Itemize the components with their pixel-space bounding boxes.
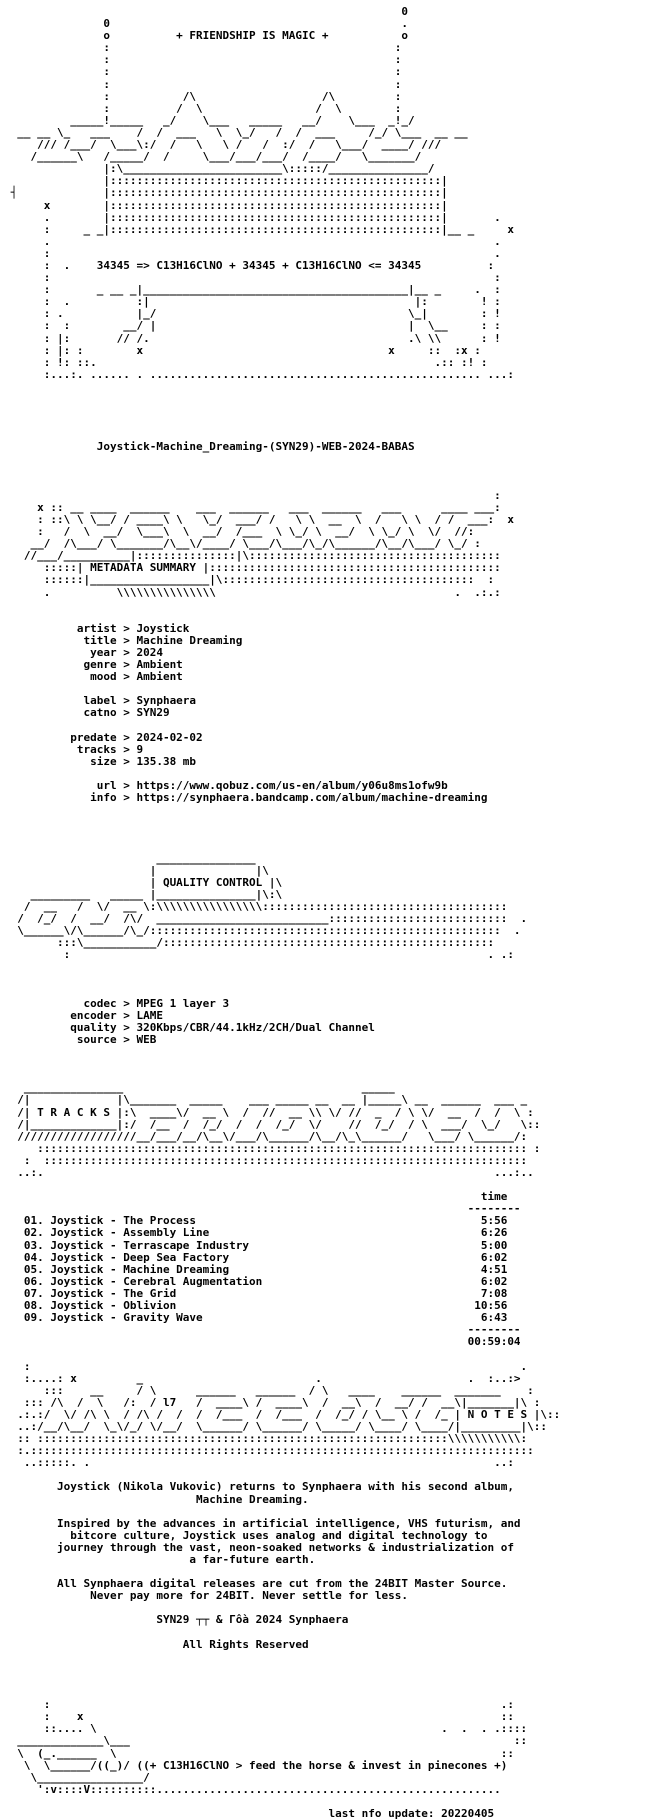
nfo-line: .:.:/ \/ /\ \ / /\ / / / /___ / /___ / /_/ / \__ \ / /_ | N O T E S |\::	[4, 1407, 561, 1421]
nfo-line: : |: // /. .\ \\ : !	[4, 331, 501, 345]
nfo-line: : :::::::::::::::::::::::::::::::::::::::::::::::::::::::::::::::::::::::::	[4, 1153, 528, 1167]
nfo-line: . |::::::::::::::::::::::::::::::::::::::::::::::::::| .	[4, 210, 501, 224]
nfo-line: :::::::::::::::::::::::::::::::::::::::::::::::::::::::::::::::::::::::::: :	[4, 1141, 541, 1155]
nfo-line: |::::::::::::::::::::::::::::::::::::::::::::::::::|	[4, 174, 448, 188]
nfo-line: /______\ /_____/ / \___/___/___/ /____/ \_______/	[4, 150, 422, 164]
nfo-line: o + FRIENDSHIP IS MAGIC + o	[4, 29, 408, 43]
nfo-line: Machine Dreaming.	[4, 1492, 309, 1506]
nfo-line: :	[4, 488, 501, 502]
nfo-line: : . 34345 => C13H16ClNO + 34345 + C13H16ClNO <= 34345 :	[4, 258, 495, 272]
nfo-line: :...:. ...... . .................................................. ...:	[4, 367, 514, 381]
nfo-line: : :	[4, 65, 402, 79]
nfo-line: : _ _|::::::::::::::::::::::::::::::::::::::::::::::::::|__ _ x	[4, 222, 514, 236]
nfo-line: ..:/__/\__/ \_\/_/ \/__/ \______/ \______/ \_____/ \____/ \____/|_________|\::	[4, 1419, 548, 1433]
nfo-line: / /_/ / __/ /\/ __________________________::::::::::::::::::::::::::: .	[4, 912, 528, 926]
nfo-line: _________ _____ |_______________|\:\	[4, 887, 283, 901]
nfo-line: All Synphaera digital releases are cut from the 24BIT Master Source.	[4, 1577, 508, 1591]
nfo-line: 03. Joystick - Terrascape Industry 5:00	[4, 1238, 508, 1252]
nfo-line: --------	[4, 1323, 521, 1337]
nfo-line: : x ::	[4, 1710, 514, 1724]
nfo-line: : / \ __/ \___\ \ __/ /___ \ \_/ \ __/ \ \_/ \ \/ //:	[4, 525, 475, 539]
nfo-line: /| T R A C K S |:\ ____\/ __ \ / // __ \\ \/ // _ / \ \/ __ / / \ :	[4, 1105, 534, 1119]
nfo-line: 08. Joystick - Oblivion 10:56	[4, 1299, 508, 1313]
nfo-line: 02. Joystick - Assembly Line 6:26	[4, 1226, 508, 1240]
nfo-line: 09. Joystick - Gravity Wave 6:43	[4, 1311, 508, 1325]
nfo-line: : |: : x x :: :x :	[4, 343, 481, 357]
nfo-line: Joystick (Nikola Vukovic) returns to Synphaera with his second album,	[4, 1480, 514, 1494]
nfo-line: _______________	[4, 851, 256, 865]
nfo-line: : :	[4, 53, 402, 67]
nfo-line: | QUALITY CONTROL |\	[4, 875, 283, 889]
nfo-line: |:\________________________\:::::/_______________/	[4, 162, 435, 176]
nfo-line: :::::| METADATA SUMMARY |::::::::::::::::::::::::::::::::::::::::::::	[4, 561, 501, 575]
nfo-line: _____!_____ _/ \___ _____ __/ \___ _!_/	[4, 113, 415, 127]
nfo-line: :::\___________/::::::::::::::::::::::::::::::::::::::::::::::::::	[4, 936, 495, 950]
nfo-line: codec > MPEG 1 layer 3	[4, 996, 230, 1010]
nfo-line: __/ /\___/ \_______/\__\/____/ \___/\___/\_/\______/\__/\___/ \_/ :	[4, 537, 481, 551]
nfo-line: : :	[4, 271, 501, 285]
nfo-line: : / \ / \ :	[4, 101, 402, 115]
nfo-line: \________________/	[4, 1770, 521, 1784]
nfo-line: / __ / \/ __ \:\\\\\\\\\\\\\\\\:::::::::::::::::::::::::::::::::::::	[4, 899, 508, 913]
nfo-line: mood > Ambient	[4, 670, 183, 684]
nfo-line: ::: __ / \ ______ ______ / \ ____ ______ _______ :	[4, 1383, 534, 1397]
nfo-line: : ::\ \ \__/ / ____\ \ \_/ ___/ / \ \ __ \ / \ \ / / ___: x	[4, 512, 514, 526]
nfo-line: : . :| |: ! :	[4, 295, 501, 309]
nfo-line: last nfo update: 20220405	[4, 1806, 495, 1820]
nfo-line: _______________ _____	[4, 1081, 395, 1095]
nfo-text	[4, 6, 560, 1820]
nfo-line: //////////////////__/___/__/\__\/___/\______/\__/\_\______/ \___/ \______/:	[4, 1129, 528, 1143]
nfo-line: Joystick-Machine_Dreaming-(SYN29)-WEB-2024-BABAS	[4, 440, 415, 454]
nfo-line: : : __/ | | \__ : :	[4, 319, 501, 333]
nfo-line: journey through the vast, neon-soaked networks & industrialization of	[4, 1540, 514, 1554]
nfo-line: : :	[4, 77, 402, 91]
nfo-line: 00:59:04	[4, 1335, 521, 1349]
nfo-line: 05. Joystick - Machine Dreaming 4:51	[4, 1262, 508, 1276]
nfo-line: \______\/\______/\_/::::::::::::::::::::::::::::::::::::::::::::::::::::: .	[4, 924, 521, 938]
nfo-line: : _ __ _|________________________________________|__ _ . :	[4, 283, 501, 297]
nfo-line: title > Machine Dreaming	[4, 633, 243, 647]
nfo-line: : .	[4, 1359, 528, 1373]
nfo-line: 07. Joystick - The Grid 7:08	[4, 1286, 508, 1300]
nfo-line: size > 135.38 mb	[4, 754, 197, 768]
nfo-line: ::: /\ / \ /: / l7 / ____\ / ____\ / __\ / __/ / __\|_______|\ :	[4, 1395, 541, 1409]
nfo-line: x |::::::::::::::::::::::::::::::::::::::::::::::::::|	[4, 198, 448, 212]
nfo-line: tracks > 9	[4, 742, 144, 756]
nfo-line: : .:	[4, 1698, 514, 1712]
nfo-line: catno > SYN29	[4, 706, 170, 720]
nfo-line: x :: __ ____ ______ ___ ______ ___ ______ ___ ____ ___:	[4, 500, 501, 514]
nfo-line: :.::::::::::::::::::::::::::::::::::::::::::::::::::::::::::::::::::::::::::::	[4, 1444, 534, 1458]
nfo-line: ::.... \ . . . .::::	[4, 1722, 528, 1736]
nfo-line: encoder > LAME	[4, 1008, 163, 1022]
nfo-line: :: ::::::::::::::::::::::::::::::::::::::::::::::::::::::::::::::\\\\\\\\\\\:	[4, 1432, 528, 1446]
nfo-line: ..:. ...:..	[4, 1166, 534, 1179]
nfo-line: Inspired by the advances in artificial intelligence, VHS futurism, and	[4, 1516, 521, 1530]
nfo-line: label > Synphaera	[4, 694, 197, 708]
nfo-line: _____________\___ ::	[4, 1734, 528, 1748]
nfo-line: . .	[4, 234, 501, 248]
nfo-line: 06. Joystick - Cerebral Augmentation 6:02	[4, 1274, 508, 1288]
nfo-line: year > 2024	[4, 645, 163, 659]
nfo-line: __ __ \_ ___ / / ___ \ \_/ / / ___ /_/ \___ __ __	[4, 125, 468, 139]
nfo-line: Never pay more for 24BIT. Never settle for less.	[4, 1589, 408, 1603]
nfo-line: 04. Joystick - Deep Sea Factory 6:02	[4, 1250, 508, 1264]
nfo-line: genre > Ambient	[4, 658, 183, 672]
nfo-line: | |\	[4, 863, 269, 877]
nfo-line: time	[4, 1190, 508, 1204]
nfo-line: predate > 2024-02-02	[4, 730, 203, 744]
nfo-line: : .	[4, 246, 501, 260]
nfo-line: --------	[4, 1202, 521, 1216]
nfo-line: ':v::::V::::::::::....................................................	[4, 1782, 501, 1796]
nfo-line: 0	[4, 5, 408, 18]
nfo-line: /|_____________|:/ /__ / /_/ / / /_/ \/ // /_/ / \ ___/ \_/ \::	[4, 1117, 541, 1131]
nfo-line: bitcore culture, Joystick uses analog and digital technology to	[4, 1528, 488, 1542]
nfo-line: \ (_.______ \ ::	[4, 1746, 514, 1760]
nfo-line: \ \______/((_)/ ((+ C13H16ClNO > feed the horse & invest in pinecones +)	[4, 1758, 508, 1772]
nfo-line: //___/__________|:::::::::::::::|\::::::::::::::::::::::::::::::::::::::	[4, 549, 501, 563]
nfo-line: url > https://www.qobuz.com/us-en/album/y06u8ms1ofw9b	[4, 779, 448, 792]
nfo-line: a far-future earth.	[4, 1553, 316, 1566]
nfo-line: ┤ |::::::::::::::::::::::::::::::::::::::::::::::::::|	[4, 186, 448, 200]
nfo-line: /// /___/ \___\:/ / \ \ / / :/ / \___/ ____/ ///	[4, 138, 442, 152]
nfo-line: source > WEB	[4, 1032, 157, 1046]
nfo-line: SYN29 ┬┬ & Γôà 2024 Synphaera	[4, 1613, 349, 1627]
nfo-line: ::::::|__________________|\:::::::::::::::::::::::::::::::::::::: :	[4, 573, 495, 587]
nfo-line: : . |_/ \_| : !	[4, 307, 501, 321]
nfo-line: 01. Joystick - The Process 5:56	[4, 1214, 508, 1228]
nfo-line: : . .:	[4, 948, 514, 962]
nfo-line: 0 .	[4, 17, 408, 31]
nfo-line: artist > Joystick	[4, 621, 190, 635]
nfo-line: : !: ::. .:: :! :	[4, 355, 488, 369]
nfo-line: /| |\_______ _____ ___ _____ __ __ |_____\ __ ______ ___ _	[4, 1093, 528, 1107]
nfo-line: ..:::::. . ..:	[4, 1456, 514, 1470]
nfo-line: : :	[4, 41, 402, 55]
nfo-line: : /\ /\ :	[4, 89, 402, 103]
nfo-line: :....: x _ . . :..:>	[4, 1371, 521, 1385]
nfo-line: info > https://synphaera.bandcamp.com/album/machine-dreaming	[4, 791, 488, 805]
nfo-line: . \\\\\\\\\\\\\\\ . .:.:	[4, 585, 501, 599]
nfo-line: All Rights Reserved	[4, 1637, 309, 1651]
nfo-line: quality > 320Kbps/CBR/44.1kHz/2CH/Dual Channel	[4, 1020, 375, 1034]
